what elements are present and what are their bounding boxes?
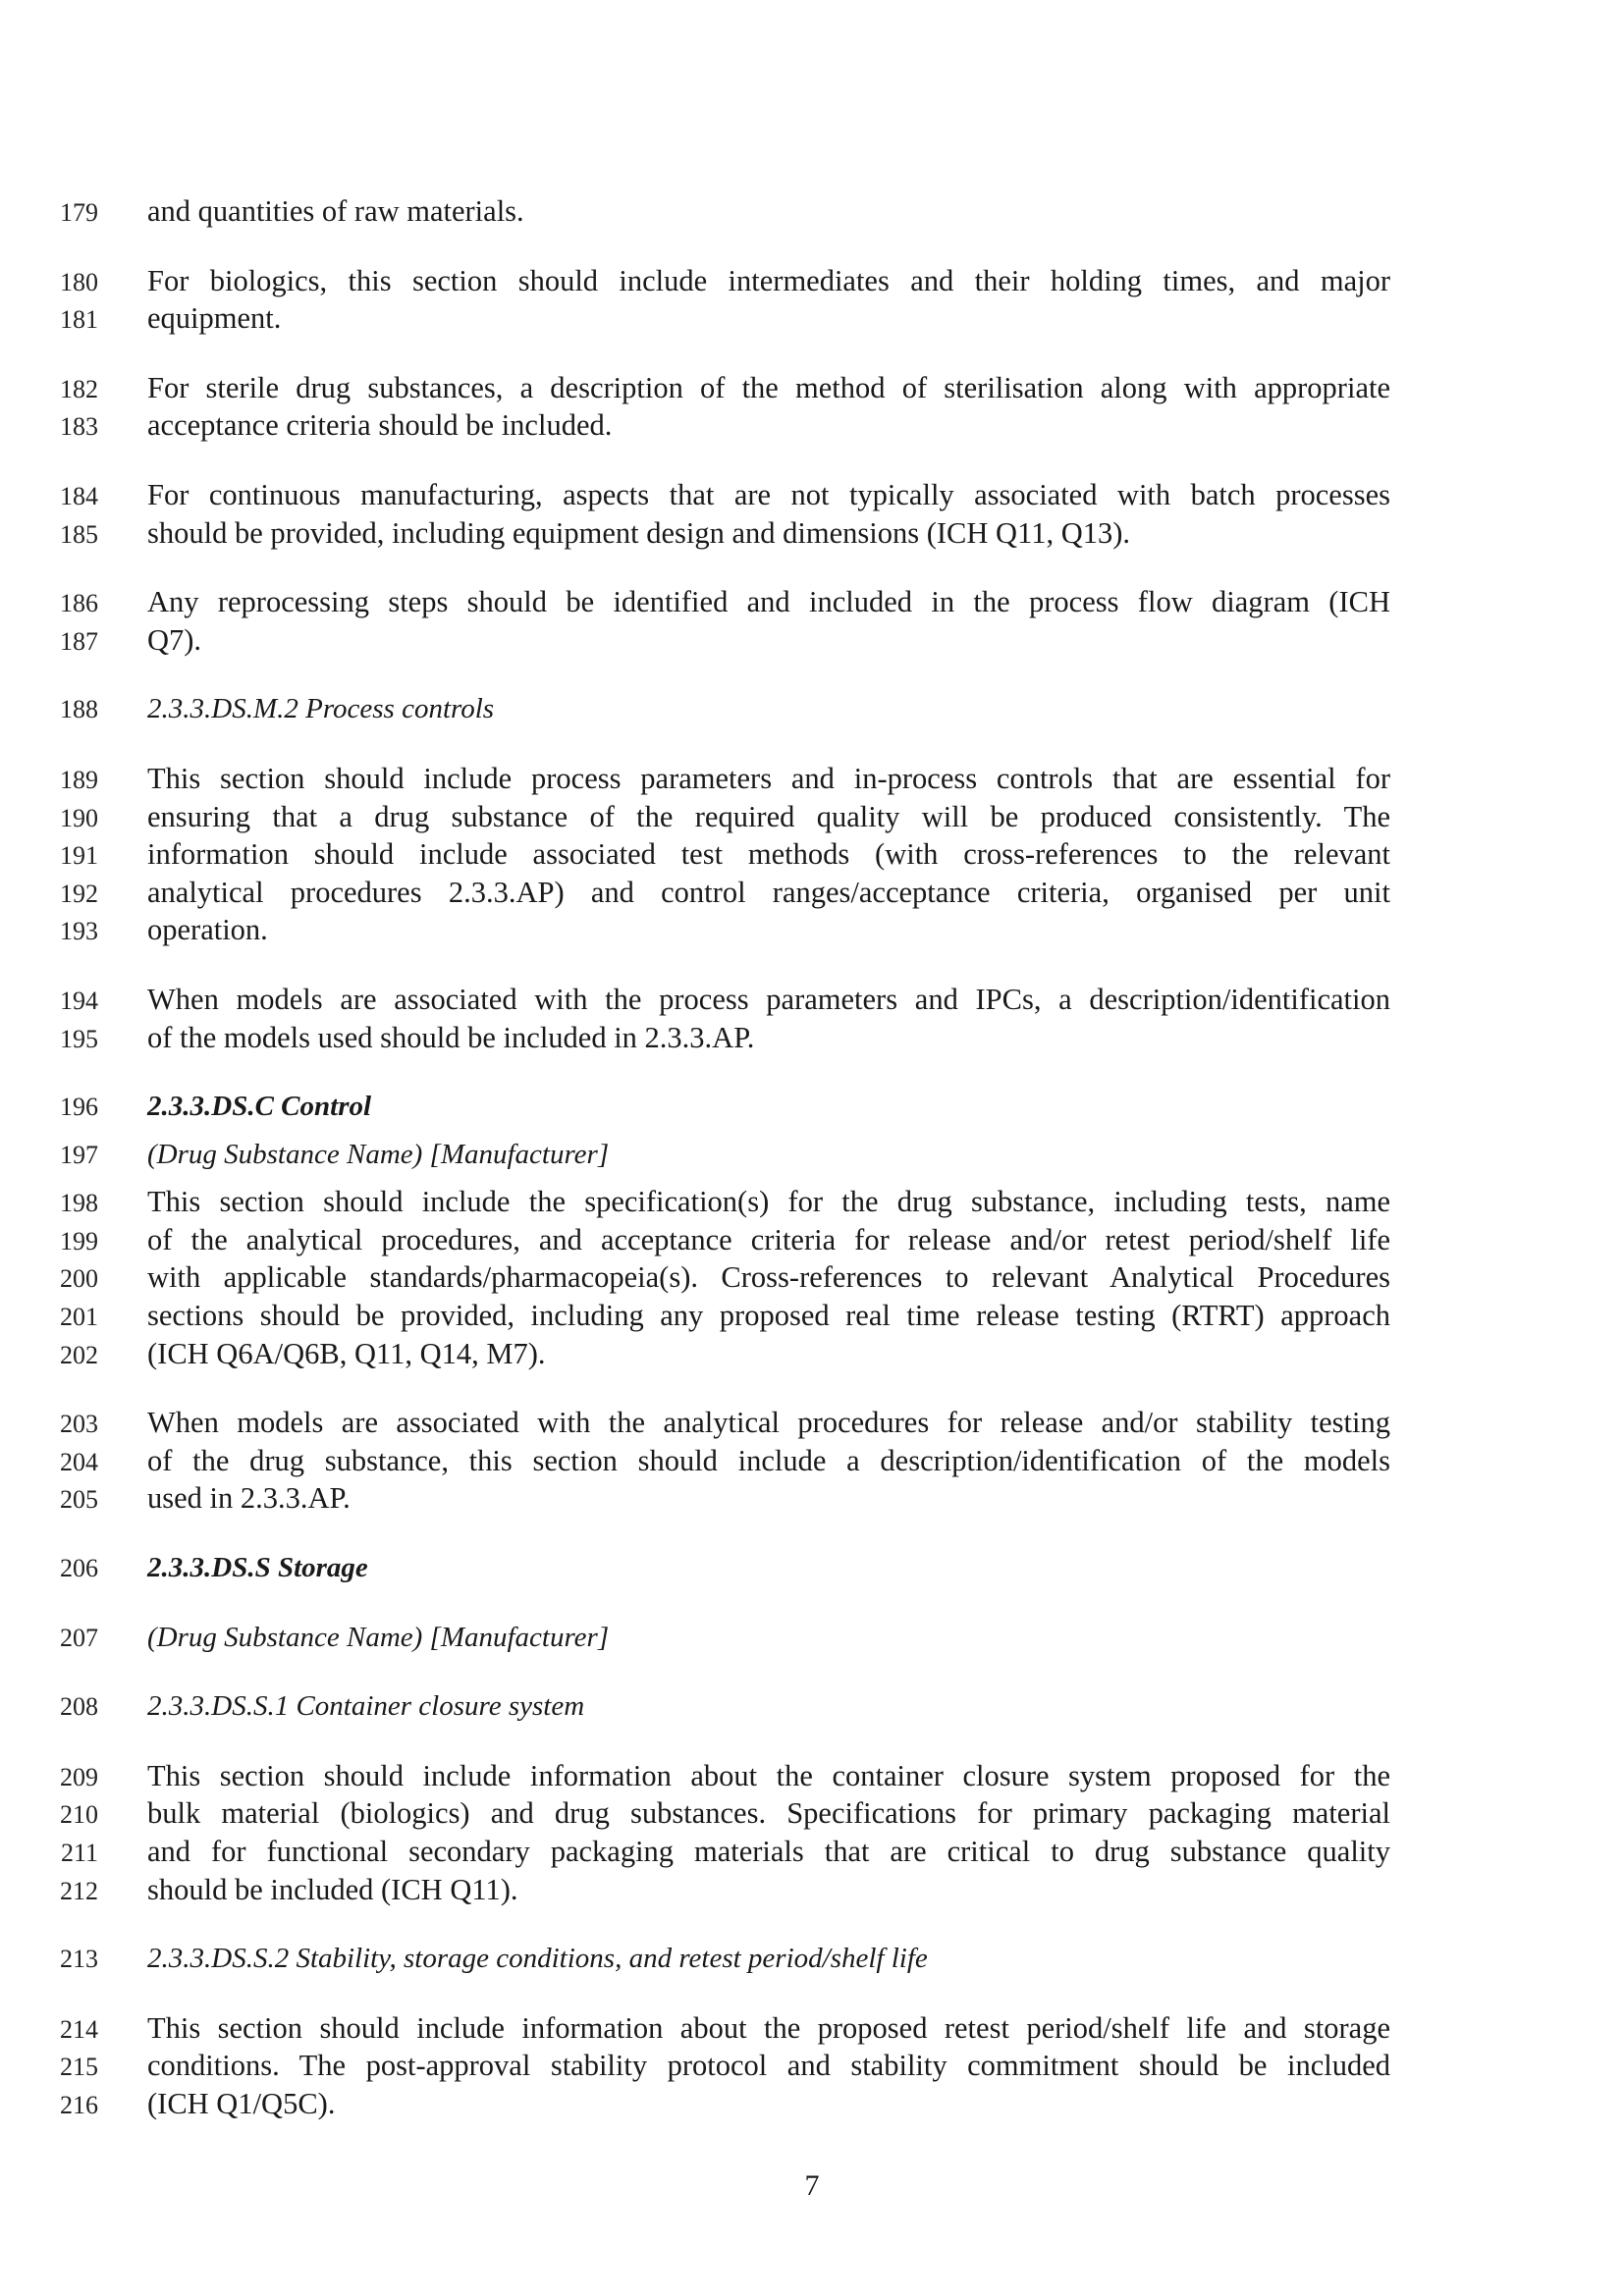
line-number: 184 [60,481,98,510]
line-number: 201 [60,1303,98,1332]
line-number: 193 [60,917,98,946]
numbered-line [0,690,1624,728]
section-heading [0,1136,1624,1174]
numbered-line [0,299,1624,338]
numbered-line [0,476,1624,514]
line-text: This section should include information about the container closure system proposed for the [147,1758,1390,1792]
line-number: 194 [60,986,98,1015]
line-text: ensuring that a drug substance of the required quality will be produced consistently. The [147,799,1390,833]
numbered-line [0,1940,1624,1978]
paragraph [0,981,1624,1056]
numbered-line [0,1549,1624,1587]
line-number: 204 [60,1447,98,1476]
section-heading [0,1549,1624,1587]
line-text: sections should be provided, including any proposed real time release testing (RTRT) approach [147,1299,1390,1333]
numbered-line [0,911,1624,949]
line-text: should be included (ICH Q11). [147,1872,518,1906]
numbered-line [0,798,1624,836]
numbered-line [0,406,1624,445]
line-number: 215 [60,2053,98,2082]
line-text: Q7). [147,622,202,657]
line-number: 207 [60,1623,98,1652]
line-number: 211 [60,1839,98,1867]
numbered-line [0,1088,1624,1126]
numbered-line [0,1136,1624,1174]
numbered-line [0,2047,1624,2085]
line-number: 216 [60,2090,98,2119]
line-text: information should include associated test methods (with cross-references to the relevant [147,837,1390,872]
line-number: 179 [60,198,98,227]
line-number: 191 [60,841,98,871]
paragraph [0,192,1624,231]
numbered-line [0,1019,1624,1057]
line-text: This section should include the specification(s) for the drug substance, including tests, name [147,1185,1390,1219]
numbered-line [0,262,1624,300]
line-text: (ICH Q1/Q5C). [147,2086,336,2120]
line-text: of the drug substance, this section should include a description/identification of the models [147,1443,1390,1477]
numbered-line [0,369,1624,407]
paragraph [0,2009,1624,2123]
line-text: For sterile drug substances, a description of the method of sterilisation along with appropriate [147,370,1390,404]
numbered-line [0,1794,1624,1833]
line-text: (ICH Q6A/Q6B, Q11, Q14, M7). [147,1336,546,1370]
line-number: 199 [60,1226,98,1255]
numbered-line [0,1442,1624,1480]
line-number: 196 [60,1093,98,1122]
line-text: with applicable standards/pharmacopeia(s). Cross-references to relevant Analytical Procedures [147,1260,1390,1295]
line-number: 182 [60,374,98,403]
line-number: 180 [60,267,98,296]
line-number: 195 [60,1024,98,1053]
section-heading [0,1088,1624,1126]
numbered-line [0,192,1624,231]
section-heading [0,1619,1624,1657]
numbered-line [0,1183,1624,1221]
line-number: 205 [60,1485,98,1515]
line-number: 203 [60,1410,98,1439]
line-text: 2.3.3.DS.S.2 Stability, storage conditions, and retest period/shelf life [147,1943,928,1975]
line-number: 209 [60,1762,98,1791]
paragraph [0,262,1624,338]
line-number: 202 [60,1340,98,1369]
paragraph [0,369,1624,445]
paragraph [0,1183,1624,1372]
numbered-line [0,1619,1624,1657]
line-number: 206 [60,1554,98,1583]
line-text: Any reprocessing steps should be identified and included in the process flow diagram (ICH [147,585,1390,619]
numbered-line [0,760,1624,798]
line-text: 2.3.3.DS.M.2 Process controls [147,693,495,725]
line-number: 200 [60,1264,98,1294]
numbered-line [0,1335,1624,1373]
numbered-line [0,2085,1624,2123]
line-text: 2.3.3.DS.S.1 Container closure system [147,1690,585,1723]
line-number: 190 [60,803,98,832]
line-number: 189 [60,765,98,794]
numbered-line [0,1871,1624,1909]
numbered-line [0,2009,1624,2048]
paragraph [0,760,1624,949]
line-text: equipment. [147,301,282,336]
numbered-line [0,1479,1624,1518]
line-text: and for functional secondary packaging materials that are critical to drug substance quality [147,1835,1390,1868]
line-text: operation. [147,913,268,947]
line-text: acceptance criteria should be included. [147,408,613,443]
line-number: 213 [60,1945,98,1974]
numbered-line [0,1258,1624,1297]
line-text: This section should include information about the proposed retest period/shelf life and storage [147,2010,1390,2045]
line-number: 214 [60,2014,98,2044]
numbered-line [0,835,1624,874]
numbered-line [0,1757,1624,1795]
paragraph [0,1757,1624,1908]
line-text: of the analytical procedures, and acceptance criteria for release and/or retest period/shelf life [147,1222,1390,1256]
numbered-line [0,514,1624,553]
line-number: 183 [60,412,98,442]
section-heading [0,690,1624,728]
line-text: and quantities of raw materials. [147,194,524,228]
line-text: 2.3.3.DS.S Storage [147,1552,368,1584]
section-heading [0,1940,1624,1978]
line-number: 212 [60,1876,98,1905]
line-text: For continuous manufacturing, aspects that are not typically associated with batch processes [147,477,1390,511]
line-text: analytical procedures 2.3.3.AP) and control ranges/acceptance criteria, organised per unit [147,875,1390,909]
line-number: 198 [60,1189,98,1218]
paragraph [0,476,1624,552]
section-heading [0,1687,1624,1726]
line-text: should be provided, including equipment design and dimensions (ICH Q11, Q13). [147,515,1131,550]
line-text: (Drug Substance Name) [Manufacturer] [147,1621,610,1653]
line-number: 186 [60,589,98,618]
numbered-line [0,621,1624,660]
numbered-line [0,1221,1624,1259]
numbered-line [0,583,1624,621]
numbered-line [0,1833,1624,1871]
line-number: 187 [60,626,98,656]
line-text: bulk material (biologics) and drug substances. Specifications for primary packaging material [147,1796,1390,1831]
line-text: of the models used should be included in 2.3.3.AP. [147,1020,755,1054]
paragraph [0,583,1624,659]
line-text: When models are associated with the analytical procedures for release and/or stability testing [147,1406,1390,1440]
line-number: 185 [60,519,98,549]
numbered-line [0,1687,1624,1726]
line-number: 197 [60,1140,98,1169]
numbered-line [0,1297,1624,1335]
numbered-line [0,1404,1624,1442]
line-number: 210 [60,1800,98,1830]
numbered-line [0,874,1624,912]
line-text: For biologics, this section should include intermediates and their holding times, and major [147,263,1390,297]
line-number: 181 [60,305,98,335]
numbered-line [0,981,1624,1019]
page-number: 7 [804,2169,820,2202]
document-body [0,192,1624,2155]
line-text: 2.3.3.DS.C Control [147,1091,372,1123]
line-number: 208 [60,1692,98,1722]
line-text: (Drug Substance Name) [Manufacturer] [147,1138,610,1170]
line-number: 192 [60,879,98,908]
line-text: conditions. The post-approval stability protocol and stability commitment should be included [147,2049,1390,2083]
line-text: This section should include process parameters and in-process controls that are essential for [147,761,1390,795]
line-text: used in 2.3.3.AP. [147,1481,351,1516]
line-number: 188 [60,695,98,724]
paragraph [0,1404,1624,1518]
line-text: When models are associated with the process parameters and IPCs, a description/identification [147,982,1390,1016]
